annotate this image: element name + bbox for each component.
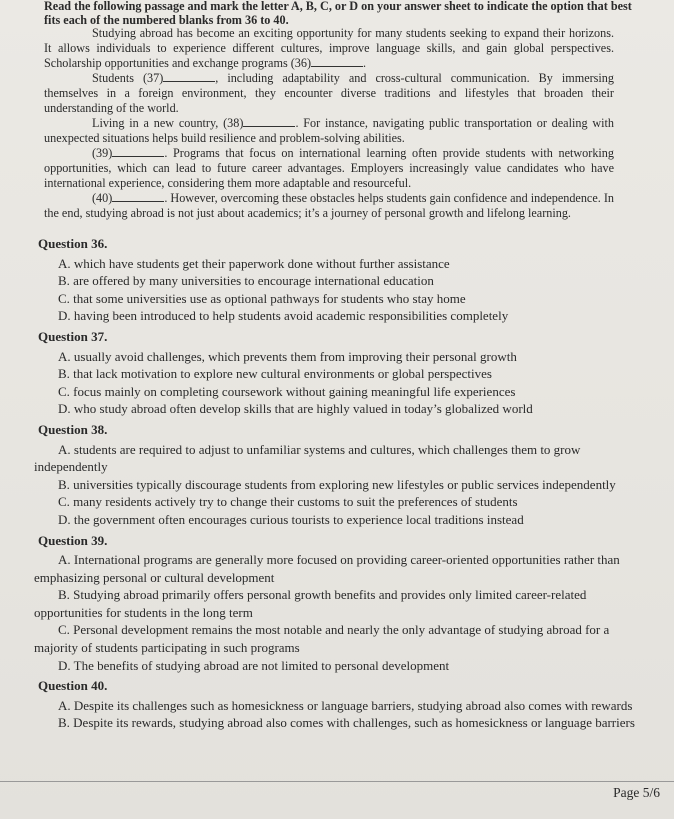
passage-paragraph: [44, 71, 614, 116]
question-title: Question 37.: [38, 328, 108, 344]
paragraph-text: .: [363, 56, 367, 70]
footer-divider: [0, 781, 674, 782]
answer-option: A. usually avoid challenges, which prevents them from improving their personal growth: [58, 348, 517, 364]
paragraph-text: (40): [92, 191, 113, 205]
answer-option: C. many residents actively try to change their customs to suit the preferences of students: [58, 494, 518, 510]
answer-blank: [112, 191, 164, 202]
answer-option: A. International programs are generally more focused on providing career-oriented opportunities rather than emphasizing personal or cultural development: [34, 552, 620, 585]
answer-option: C. Personal development remains the most notable and nearly the only advantage of studying abroad for a majority of students participating in such programs: [34, 622, 610, 656]
question-title: Question 38.: [38, 421, 108, 437]
paragraph-text: . However, overcoming these obstacles helps students gain confidence and independence. In the end, studying abroad is not just about academics; it’s a journey of personal growth and lifelong learning.: [44, 191, 614, 220]
question-list: [34, 232, 644, 732]
answer-option: D. having been introduced to help students avoid academic responsibilities completely: [58, 308, 509, 324]
passage-paragraph: [44, 191, 614, 221]
answer-option: C. focus mainly on completing coursework without gaining meaningful life experiences: [58, 383, 516, 399]
passage-paragraph: [44, 146, 614, 191]
passage: [44, 26, 614, 221]
paragraph-text: (39): [92, 146, 113, 160]
answer-option: B. are offered by many universities to encourage international education: [58, 273, 434, 289]
answer-option: B. Studying abroad primarily offers personal growth benefits and provides only limited career-related opportunities for students in the long term: [34, 587, 587, 620]
paragraph-text: . For instance, navigating public transportation or dealing with unexpected situations helps build resilience and problem-solving abilities.: [44, 116, 615, 145]
passage-paragraph: [44, 116, 614, 146]
answer-blank: [311, 56, 363, 67]
question-title: Question 36.: [38, 236, 108, 251]
question-title: Question 39.: [38, 532, 108, 548]
question-block: [34, 235, 644, 325]
answer-option: B. that lack motivation to explore new cultural environments or global perspectives: [58, 366, 492, 382]
answer-option: A. Despite its challenges such as homesickness or language barriers, studying abroad also comes with rewards: [58, 697, 633, 713]
question-block: [34, 328, 644, 418]
paragraph-text: , including adaptability and cross-cultural communication. By immersing themselves in a foreign environment, they encounter diverse traditions and lifestyles that broaden their understanding of the world.: [44, 71, 614, 115]
instructions: Read the following passage and mark the letter A, B, C, or D on your answer sheet to indicate the option that best fits each of the numbered blanks from 36 to 40.: [44, 0, 632, 27]
passage-paragraph: [44, 26, 614, 71]
answer-blank: [243, 116, 295, 127]
question-block: [34, 677, 644, 732]
answer-option: D. who study abroad often develop skills that are highly valued in today’s globalized world: [58, 401, 533, 417]
answer-option: B. universities typically discourage students from exploring new lifestyles or public services independently: [58, 476, 616, 492]
answer-option: A. which have students get their paperwork done without further assistance: [58, 255, 450, 271]
answer-option: D. the government often encourages curious tourists to experience local traditions instead: [58, 511, 524, 527]
answer-option: D. The benefits of studying abroad are not limited to personal development: [58, 657, 450, 673]
paragraph-text: Living in a new country, (38): [92, 116, 244, 130]
answer-option: C. that some universities use as optional pathways for students who stay home: [58, 290, 466, 306]
question-block: [34, 532, 644, 675]
answer-blank: [112, 146, 164, 157]
paragraph-text: Students (37): [92, 71, 164, 85]
answer-option: B. Despite its rewards, studying abroad also comes with challenges, such as homesickness or language barriers: [58, 715, 635, 731]
paragraph-text: Studying abroad has become an exciting opportunity for many students seeking to expand their horizons. It allows individuals to experience different cultures, improve language skills, and gain global perspectives. Scholarship opportunities and exchange programs (36): [44, 26, 614, 70]
paragraph-text: . Programs that focus on international learning often provide students with networking opportunities, which can lead to future career advantages. Employers increasingly value candidates who have international experience, considering them more adaptable and resourceful.: [44, 146, 614, 190]
question-block: [34, 421, 644, 529]
question-title: Question 40.: [38, 678, 108, 694]
answer-option: A. students are required to adjust to unfamiliar systems and cultures, which challenges them to grow independently: [34, 441, 581, 475]
answer-blank: [163, 71, 215, 82]
page-number: Page 5/6: [613, 785, 660, 800]
